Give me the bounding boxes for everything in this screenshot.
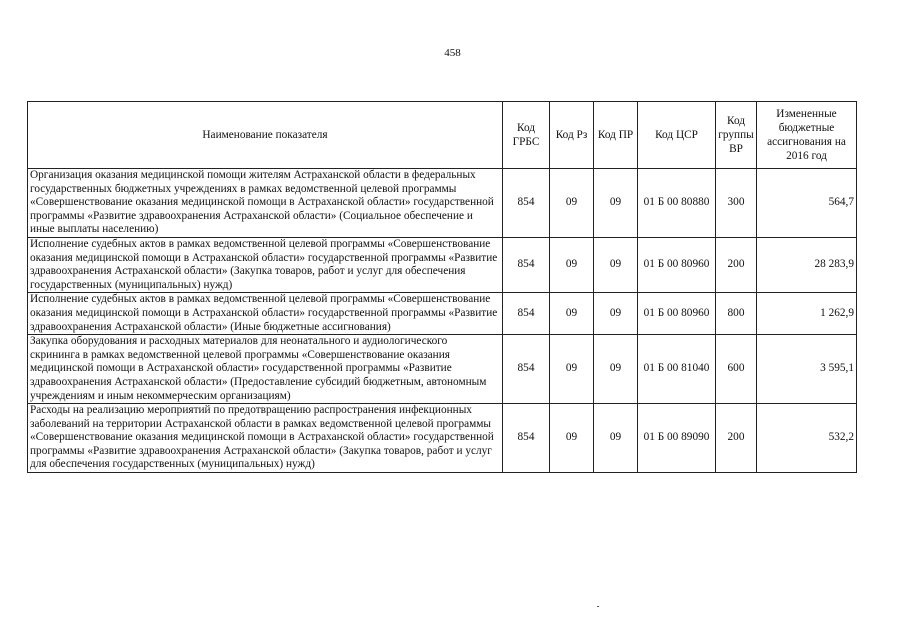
row-pr: 09 bbox=[594, 169, 638, 238]
row-vr: 600 bbox=[716, 335, 757, 404]
row-name: Расходы на реализацию мероприятий по предотвращению распространения инфекционных заболеваний на территории Астраханской области в рамках ведомственной целевой программы «Совершенствование оказания медицинской помощи в Астраханской области» государственной программы «Развитие здравоохранения Астраханской области» (Закупка товаров, работ и услуг для обеспечения государственных (муниципальных) нужд) bbox=[28, 404, 503, 473]
header-csr: Код ЦСР bbox=[638, 102, 716, 169]
budget-table bbox=[27, 101, 857, 473]
row-vr: 200 bbox=[716, 237, 757, 292]
row-amount: 28 283,9 bbox=[757, 237, 857, 292]
row-csr: 01 Б 00 80960 bbox=[638, 237, 716, 292]
row-pr: 09 bbox=[594, 237, 638, 292]
page-number: 458 bbox=[444, 47, 461, 59]
row-csr: 01 Б 00 89090 bbox=[638, 404, 716, 473]
row-pr: 09 bbox=[594, 404, 638, 473]
row-grbs: 854 bbox=[503, 293, 550, 335]
header-name: Наименование показателя bbox=[28, 102, 503, 169]
row-vr: 800 bbox=[716, 293, 757, 335]
row-amount: 1 262,9 bbox=[757, 293, 857, 335]
row-name: Исполнение судебных актов в рамках ведомственной целевой программы «Совершенствование оказания медицинской помощи в Астраханской области» государственной программы «Развитие здравоохранения Астраханской области» (Закупка товаров, работ и услуг для обеспечения государственных (муниципальных) нужд) bbox=[28, 237, 503, 292]
row-pr: 09 bbox=[594, 293, 638, 335]
row-rz: 09 bbox=[550, 169, 594, 238]
row-rz: 09 bbox=[550, 237, 594, 292]
row-amount: 3 595,1 bbox=[757, 335, 857, 404]
row-rz: 09 bbox=[550, 404, 594, 473]
row-pr: 09 bbox=[594, 335, 638, 404]
table-row bbox=[28, 404, 857, 473]
row-csr: 01 Б 00 81040 bbox=[638, 335, 716, 404]
scan-speck bbox=[597, 606, 599, 607]
header-rz: Код Рз bbox=[550, 102, 594, 169]
table-row bbox=[28, 169, 857, 238]
row-vr: 300 bbox=[716, 169, 757, 238]
row-rz: 09 bbox=[550, 293, 594, 335]
table-row bbox=[28, 335, 857, 404]
row-name: Закупка оборудования и расходных материалов для неонатального и аудиологического скрининга в рамках ведомственной целевой программы «Совершенствование оказания медицинской помощи в Астраханской области» государственной программы «Развитие здравоохранения Астраханской области» (Предоставление субсидий бюджетным, автономным учреждениям и иным некоммерческим организациям) bbox=[28, 335, 503, 404]
table-header-row bbox=[28, 102, 857, 169]
header-amount: Измененные бюджетные ассигнования на 2016 год bbox=[757, 102, 857, 169]
table-row bbox=[28, 293, 857, 335]
row-name: Исполнение судебных актов в рамках ведомственной целевой программы «Совершенствование оказания медицинской помощи в Астраханской области» государственной программы «Развитие здравоохранения Астраханской области» (Иные бюджетные ассигнования) bbox=[28, 293, 503, 335]
header-grbs: Код ГРБС bbox=[503, 102, 550, 169]
row-amount: 532,2 bbox=[757, 404, 857, 473]
row-grbs: 854 bbox=[503, 169, 550, 238]
row-grbs: 854 bbox=[503, 335, 550, 404]
row-vr: 200 bbox=[716, 404, 757, 473]
header-pr: Код ПР bbox=[594, 102, 638, 169]
row-name: Организация оказания медицинской помощи жителям Астраханской области в федеральных государственных бюджетных учреждениях в рамках ведомственной целевой программы «Совершенствование оказания медицинской помощи в Астраханской области» государственной программы «Развитие здравоохранения Астраханской области» (Социальное обеспечение и иные выплаты населению) bbox=[28, 169, 503, 238]
row-csr: 01 Б 00 80960 bbox=[638, 293, 716, 335]
row-amount: 564,7 bbox=[757, 169, 857, 238]
header-vr: Код группы ВР bbox=[716, 102, 757, 169]
row-grbs: 854 bbox=[503, 404, 550, 473]
table-row bbox=[28, 237, 857, 292]
row-rz: 09 bbox=[550, 335, 594, 404]
row-grbs: 854 bbox=[503, 237, 550, 292]
row-csr: 01 Б 00 80880 bbox=[638, 169, 716, 238]
